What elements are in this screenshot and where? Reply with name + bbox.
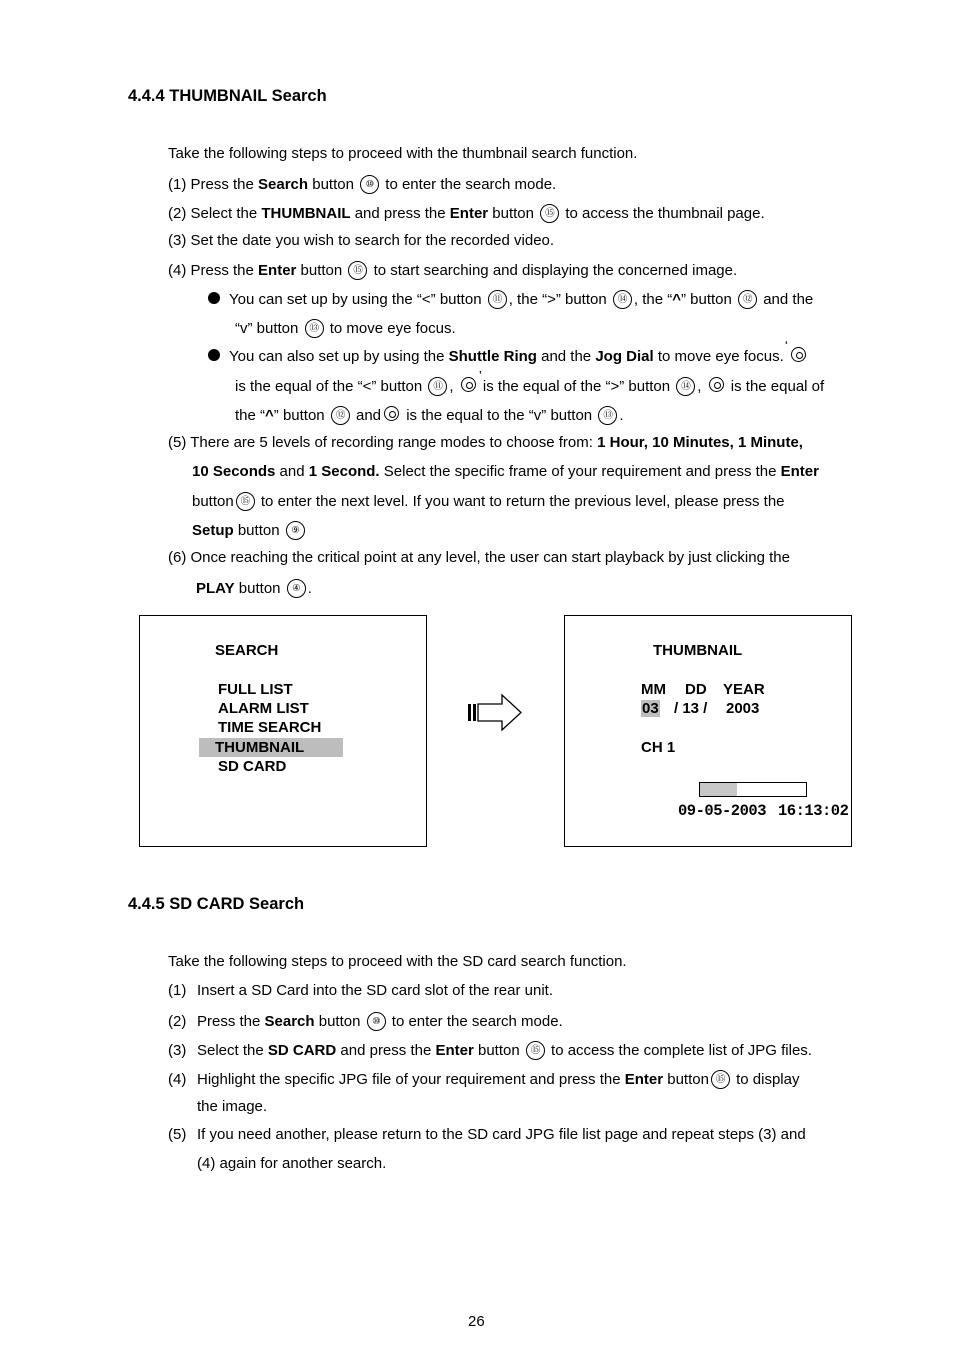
button-number-icon: ⑫	[331, 406, 350, 425]
thumbnail-step-6-line-1: (6) Once reaching the critical point at any level, the user can start playback by just clicking the	[168, 549, 790, 566]
menu-item-sd-card: SD CARD	[218, 758, 287, 775]
day-value: / 13 /	[674, 700, 708, 717]
thumbnail-step-6-line-2: PLAY button ④ .	[196, 580, 312, 597]
progress-bar	[699, 782, 807, 797]
button-number-icon: ⑪	[488, 290, 507, 309]
sd-step-5-line-2: (4) again for another search.	[197, 1155, 387, 1172]
button-number-icon: ⑮	[236, 492, 255, 511]
button-number-icon: ⑭	[676, 377, 695, 396]
day-label: DD	[685, 681, 707, 698]
button-number-icon: ④	[287, 579, 306, 598]
search-menu-title: SEARCH	[215, 642, 279, 659]
month-label: MM	[641, 681, 666, 698]
thumbnail-step-5-line-2: 10 Seconds and 1 Second. Select the specific frame of your requirement and press the Enter	[192, 463, 819, 480]
thumbnail-step-2: (2) Select the THUMBNAIL and press the Enter button ⑮ to access the thumbnail page.	[168, 205, 765, 222]
button-number-icon: ⑮	[348, 261, 367, 280]
sd-step-1: (1) Insert a SD Card into the SD card slot of the rear unit.	[168, 982, 554, 999]
bullet-1-line-1: You can set up by using the “<” button ⑪ , the “>” button ⑭ , the “^” button ⑫ and the	[208, 290, 813, 309]
progress-fill	[700, 783, 737, 796]
playback-time: 16:13:02	[778, 802, 849, 820]
jog-dial-left-icon	[384, 406, 399, 421]
menu-item-full-list: FULL LIST	[218, 681, 293, 698]
button-number-icon: ⑬	[598, 406, 617, 425]
button-number-icon: ⑮	[711, 1070, 730, 1089]
year-value: 2003	[726, 700, 760, 717]
button-number-icon: ⑭	[613, 290, 632, 309]
button-number-icon: ⑩	[367, 1012, 386, 1031]
bullet-2-line-2: is the equal of the “<” button ⑪ , ’ is the equal of the “>” button ⑭ , is the equal of	[235, 370, 825, 395]
playback-date: 09-05-2003	[678, 802, 767, 820]
menu-item-time-search: TIME SEARCH	[218, 719, 322, 736]
button-number-icon: ⑫	[738, 290, 757, 309]
sd-step-4-line-2: the image.	[197, 1098, 268, 1115]
page-number: 26	[468, 1313, 485, 1330]
year-label: YEAR	[723, 681, 765, 698]
button-number-icon: ⑮	[540, 204, 559, 223]
thumbnail-step-5-line-1: (5) There are 5 levels of recording range modes to choose from: 1 Hour, 10 Minutes, 1 Minute,	[168, 434, 803, 451]
arrow-right-icon	[466, 692, 524, 732]
button-number-icon: ⑩	[360, 175, 379, 194]
sd-step-4-line-1: (4) Highlight the specific JPG file of your requirement and press the Enter button ⑮ to display	[168, 1071, 800, 1088]
sd-intro: Take the following steps to proceed with the SD card search function.	[168, 953, 627, 970]
sd-step-5-line-1: (5) If you need another, please return to the SD card JPG file list page and repeat steps (3) and	[168, 1126, 806, 1143]
thumbnail-step-1: (1) Press the Search button ⑩ to enter the search mode.	[168, 176, 557, 193]
channel-label: CH 1	[641, 739, 676, 756]
button-number-icon: ⑨	[286, 521, 305, 540]
thumbnail-step-4: (4) Press the Enter button ⑮ to start searching and displaying the concerned image.	[168, 262, 738, 279]
bullet-2-line-1: You can also set up by using the Shuttle Ring and the Jog Dial to move eye focus. ‘	[208, 347, 809, 366]
jog-dial-right-icon	[709, 377, 724, 392]
bullet-1-line-2: “v” button ⑬ to move eye focus.	[235, 320, 456, 337]
thumbnail-step-5-line-4: Setup button ⑨	[192, 521, 307, 540]
thumbnail-intro: Take the following steps to proceed with the thumbnail search function.	[168, 145, 638, 162]
sd-step-2: (2) Press the Search button ⑩ to enter the search mode.	[168, 1013, 563, 1030]
thumbnail-screen	[564, 615, 852, 847]
month-value: 03	[642, 700, 659, 717]
button-number-icon: ⑬	[305, 319, 324, 338]
section-heading-thumbnail: 4.4.4 THUMBNAIL Search	[128, 87, 327, 105]
bullet-2-line-3: the “^” button ⑫ and is the equal to the “v” button ⑬ .	[235, 407, 624, 424]
bullet-icon	[208, 349, 220, 361]
shuttle-ring-left-icon: ‘	[791, 347, 806, 362]
sd-step-3: (3) Select the SD CARD and press the Enter button ⑮ to access the complete list of JPG files.	[168, 1042, 812, 1059]
button-number-icon: ⑮	[526, 1041, 545, 1060]
search-menu-screen	[139, 615, 427, 847]
thumbnail-screen-title: THUMBNAIL	[653, 642, 743, 659]
shuttle-ring-right-icon: ’	[461, 377, 476, 392]
thumbnail-step-3: (3) Set the date you wish to search for the recorded video.	[168, 232, 555, 249]
button-number-icon: ⑪	[428, 377, 447, 396]
bullet-icon	[208, 292, 220, 304]
menu-item-alarm-list: ALARM LIST	[218, 700, 309, 717]
thumbnail-step-5-line-3: button ⑮ to enter the next level. If you want to return the previous level, please press the	[192, 493, 785, 510]
menu-item-thumbnail-selected: THUMBNAIL	[199, 738, 343, 757]
section-heading-sd-card: 4.4.5 SD CARD Search	[128, 895, 305, 913]
